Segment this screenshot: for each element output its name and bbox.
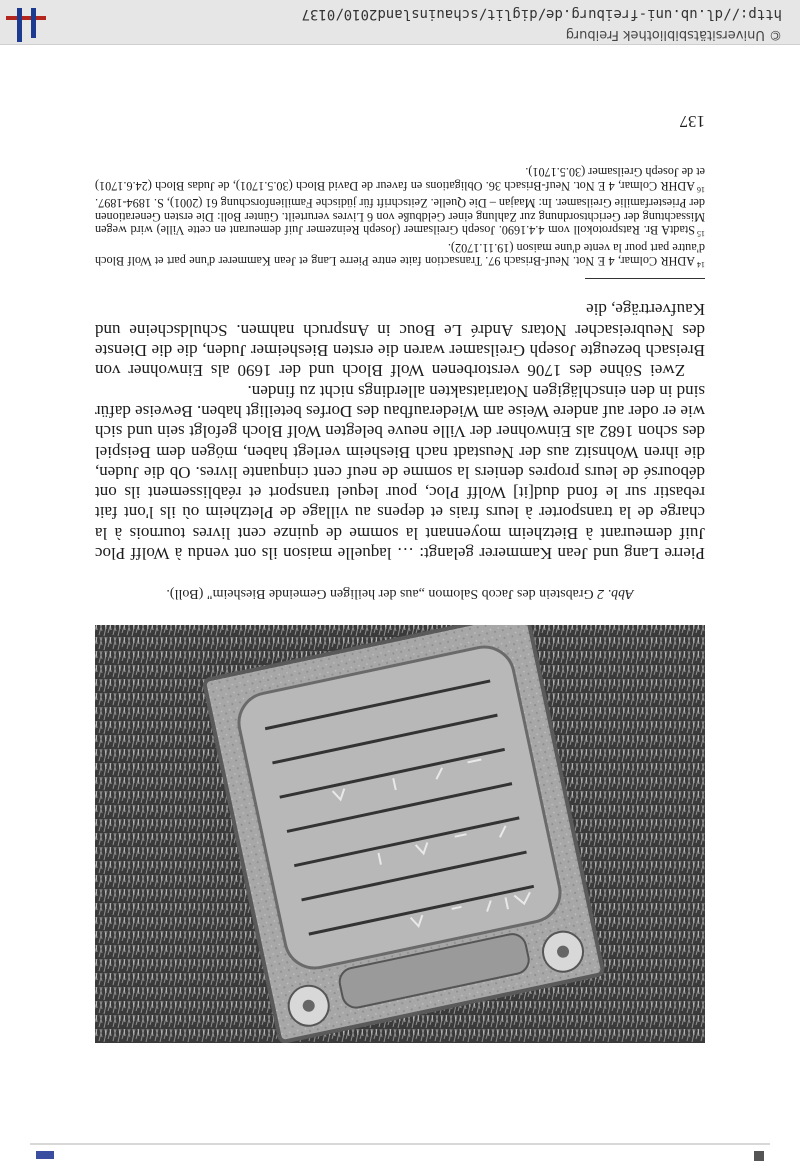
footnote-15 [95, 196, 705, 240]
footnote-14 [95, 240, 705, 271]
university-logo-icon [6, 4, 46, 42]
edge-mark-left [754, 1151, 764, 1161]
footnote-text: ADHR Colmar, 4 E Not. Neuf-Brisach 36. Obligations en faveur de David Bloch (30.5.1701), de Judas Bloch (24.6.1701) et de Joseph Greilsamer (30.5.1701). [95, 165, 705, 193]
caption-label: Abb. 2 [597, 586, 634, 601]
footnote-number: 16 [697, 184, 705, 194]
gravestone-image [95, 625, 705, 1043]
footnote-text: StadtA Br. Ratsprotokoll vom 4.4.1690. Joseph Greilsamer (Joseph Reinzemer Juif demeurant en cette Ville) wird wegen Missachtung der Gerichtsordnung zur Zahlung einer Geldbuße von 6 Livres verurteilt. Günter Boll: Die ersten Generationen der Priesterfamilie Greilsamer. In: Maajan – Die Quelle. Zeitschrift für jüdische Familienforschung 61 (2001), S. 1894-1897. [95, 196, 705, 238]
page-top-edge [30, 1143, 770, 1161]
repository-bar [0, 0, 800, 45]
body-text [95, 299, 705, 563]
footnote-number: 14 [697, 260, 705, 269]
footnote-number: 15 [697, 229, 705, 239]
copyright-notice: © Universitätsbibliothek Freiburg [565, 27, 782, 42]
footnotes [95, 165, 705, 271]
repository-url[interactable]: http://dl.ub.uni-freiburg.de/diglit/schauinsland2010/0137 [301, 6, 782, 22]
figure-caption [95, 585, 705, 601]
figure-photo [95, 625, 705, 1043]
footnote-text: ADHR Colmar, 4 E Not. Neuf-Brisach 97. Transaction faite entre Pierre Lang et Jean Kammerer d'une part et Wolf Bloch d'autre part pour la vente d'une maison (19.11.1702). [95, 240, 705, 268]
caption-text: Grabstein des Jacob Salomon „aus der heiligen Gemeinde Biesheim" (Boll). [166, 586, 594, 601]
edge-mark-right [36, 1151, 54, 1159]
page-number: 137 [679, 112, 705, 131]
paragraph-2: Zwei Söhne des 1706 verstorbenen Wolf Bloch und der 1690 als Einwohner von Breisach bezeugte Joseph Greilsamer waren die ersten Biesheimer Juden, die die Dienste des Neubreisacher Notars André Le Bouc in Anspruch nahmen. Schuldscheine und Kaufverträge, die [95, 300, 705, 381]
paragraph-1: Pierre Lang und Jean Kammerer gelangt: … laquelle maison ils ont vendu à Wolff Ploc Juif demeurant à Bietzheim moyennant la somme de quinze cent livres tournois à la charge de la transporter à leurs frais et depens au village de Pletzheim où ils l'ont fait rebastir sur le fond dud[it] Wolff Ploc, pour lequel transport et réablissement ils ont déboursé de leurs propres deniers la somme de neuf cent cinquante livres. Ob die Juden, die ihren Wohnsitz aus der Neustadt nach Biesheim verlegt haben, mögen dem Beispiel des schon 1682 als Einwohner der Ville neuve belegten Wolf Bloch gefolgt sein und sich wie er oder auf andere Weise am Wiederaufbau des Dorfes beteiligt haben. Beweise dafür sind in den einschlägigen Notariatsakten allerdings nicht zu finden. [95, 381, 705, 563]
footnote-rule [585, 278, 705, 279]
footnote-16 [95, 165, 705, 196]
